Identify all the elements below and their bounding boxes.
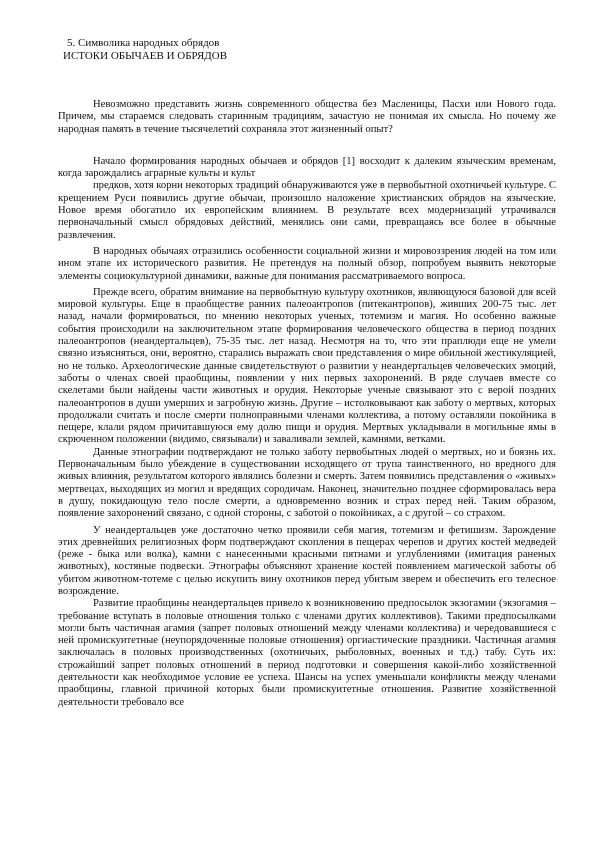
page-title: ИСТОКИ ОБЫЧАЕВ И ОБРЯДОВ	[63, 50, 228, 62]
paragraph: Развитие праобщины неандертальцев привело к возникновению предпосылок экзогамии (экзогамия – требование вступать в половые отношения только с членами других коллективов). Такими предпосылками могли быть частичная агамия (запрет половых отношений между членами коллектива) и чередовавшиеся с ней промискуитетные (неупорядоченные половые отношения) оргиастические праздники. Частичная агамия заключалась в половых производственных (охотничьих, рыболовных, военных и т.д.) табу. Суть их: строжайший запрет половых отношений в период подготовки и совершения какой-либо хозяйственной деятельности как необходимое условие ее успеха. Шансы на успех уменьшали конфликты между членами праобщины, главной причиной которых были промискуитетные отношения. Развитие хозяйственной деятельности требовало все	[58, 598, 556, 708]
paragraph: Начало формирования народных обычаев и обрядов [1] восходит к далеким языческим временам, когда зарождались аграрные культы и культ	[58, 155, 556, 180]
paragraph: Прежде всего, обратим внимание на первобытную культуру охотников, являющуюся базовой для всей мировой культуры. Еще в праобществе ранних палеоантропов (питекантропов), живших 200-75 тыс. лет назад, начали формироваться, по мнению некоторых ученых, тотемизм и магия. Но особенно важные события происходили на заключительном этапе формирования человеческого общества в период поздних палеоантропов (неандертальцев), 75-35 тыс. лет назад. Несмотря на то, что эти праплюди еще не умели связно изъясняться, они, вероятно, старались выражать свои представления о мире обильной жестикуляцией, но не только. Археологические данные свидетельствуют о развитии у неандертальцев человеческих эмоций, заботы о членах своей праобщины, появлении у них первых захоронений. В ряде случаев вместе со скелетами были найдены части животных и орудия. Некоторые ученые связывают это с верой поздних палеоантропов в души умерших и загробную жизнь. Другие – истолковывают как заботу о мертвых, которых продолжали считать и после смерти полноправными членами коллектива, а потому оставляли покойника в пещере, клали рядом причитавшуюся ему долю пищи и орудия. Мертвых укладывали в могильные ямы в скрюченном положении (видимо, связывали) и заваливали землей, камнями, ветками.	[58, 286, 556, 446]
paragraph: Данные этнографии подтверждают не только заботу первобытных людей о мертвых, но и боязнь их. Первоначальным было убеждение в существовании исходящего от трупа таинственного, но вредного для живых влияния, результатом которого являлись болезни и смерть. Затем появились представления о «живых» мертвецах, выходящих из могил и вредящих сородичам. Наконец, значительно позднее сформировалась вера в душу, покидающую тело после смерти, а одновременно возник и страх перед ней. Таким образом, появление захоронений связано, с одной стороны, с заботой о покойниках, а с другой – со страхом.	[58, 446, 556, 520]
paragraph-intro: Невозможно представить жизнь современного общества без Масленицы, Пасхи или Нового года. Причем, мы стараемся следовать старинным традициям, зачастую не понимая их смысла. Но почему же народная память в течение тысячелетий сохраняла этот жизненный опыт?	[58, 99, 556, 135]
paragraph: предков, хотя корни некоторых традиций обнаруживаются уже в первобытной охотничьей культуре. С крещением Руси появились другие обычаи, произошло наложение христианских обрядов на языческие. Новое время обогатило их европейским влиянием. В результате всех модернизаций утрачивался первоначальный смысл обрядовых действий, менялись они сами, превращаясь все более в обычные развлечения.	[58, 180, 556, 241]
section-heading: 5. Символика народных обрядов	[67, 37, 220, 49]
paragraph: В народных обычаях отразились особенности социальной жизни и мировоззрения людей на том или ином этапе их исторического развития. Не претендуя на полный обзор, попробуем выявить некоторые элементы социокультурной динамики, важные для понимания рассматриваемого вопроса.	[58, 245, 556, 282]
paragraph: У неандертальцев уже достаточно четко проявили себя магия, тотемизм и фетишизм. Зарождение этих древнейших религиозных форм подтверждают скопления в пещерах черепов и других костей медведей (реже - быка или волка), камни с нанесенными красными пятнами и углублениями (имитация раненых животных), костяные подвески. Этнографы объясняют хранение костей появлением магической заботы об убитом животном-тотеме с целью искупить вину охотников перед убитым зверем и обеспечить его телесное возрождение.	[58, 524, 556, 597]
